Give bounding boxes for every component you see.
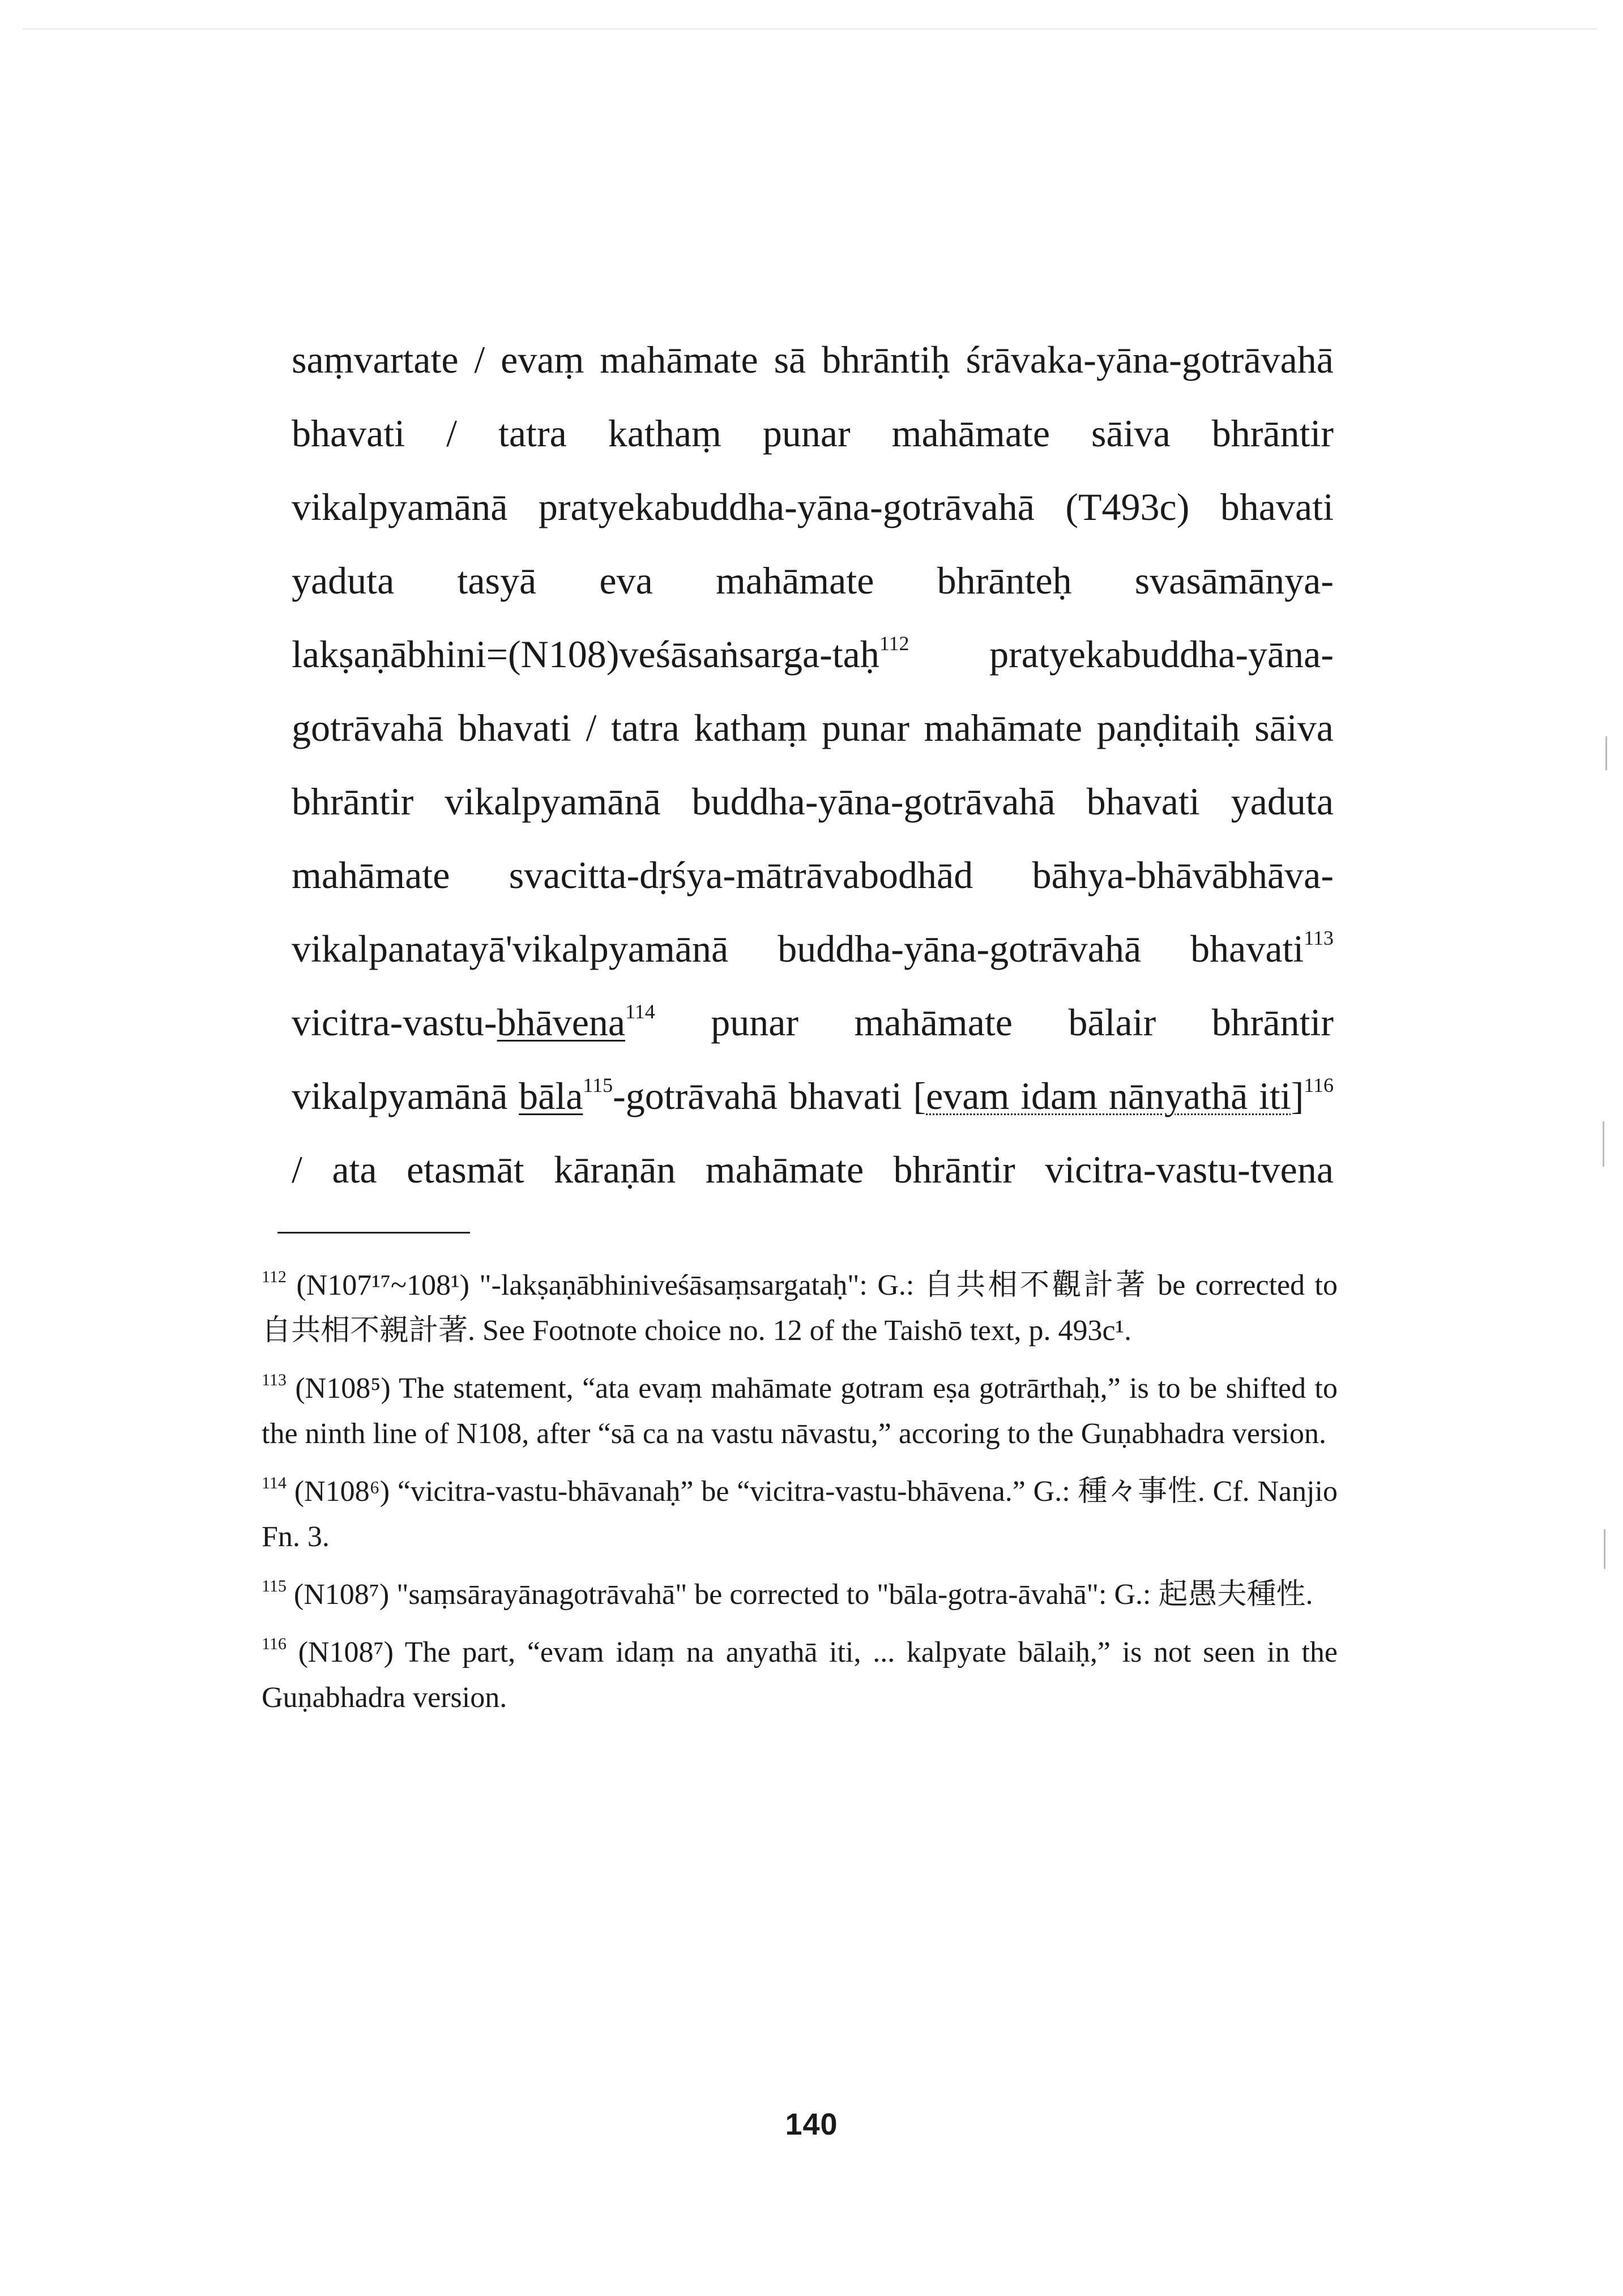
main-text-line — [292, 617, 1334, 691]
text-segment: -gotrāvahā bhavati [ — [613, 1074, 926, 1117]
text-segment: lakṣaṇābhini=(N108)veśāsaṅsarga-taḥ — [292, 633, 879, 676]
footnote-text: (N108⁷) The part, “evam idaṃ na anyathā iti, ... kalpyate bālaiḥ,” is not seen in the Guṇabhadra version. — [262, 1636, 1338, 1714]
text-segment: vikalpanatayā'vikalpyamānā buddha-yāna-gotrāvahā bhavati — [292, 927, 1304, 970]
text-segment: gotrāvahā bhavati / tatra kathaṃ punar mahāmate paṇḍitaiḥ sāiva — [292, 706, 1334, 749]
scan-edge-mark — [1605, 736, 1607, 770]
main-text-line — [292, 985, 1334, 1059]
text-segment: pratyekabuddha-yāna- — [909, 633, 1334, 676]
scan-edge-mark — [23, 28, 1597, 29]
footnotes-block — [262, 1263, 1338, 1733]
text-segment: bhrāntir vikalpyamānā buddha-yāna-gotrāvahā bhavati yaduta — [292, 780, 1334, 823]
underlined-word: bhāvena — [497, 1001, 626, 1044]
footnote-separator-rule — [277, 1232, 470, 1234]
footnote-number: 114 — [262, 1473, 287, 1492]
text-segment: punar mahāmate bālair bhrāntir — [655, 1001, 1334, 1044]
footnote-text: (N108⁷) "saṃsārayānagotrāvahā" be corrected to "bāla-gotra-āvahā": G.: 起愚夫種性. — [293, 1578, 1313, 1611]
text-segment: vicitra-vastu- — [292, 1001, 497, 1044]
footnote-number: 113 — [262, 1370, 287, 1389]
footnote-marker: 114 — [625, 1000, 655, 1023]
main-text-line — [292, 396, 1334, 470]
main-text-line — [292, 1059, 1334, 1133]
footnote-marker: 112 — [879, 632, 909, 655]
main-text-line — [292, 1133, 1334, 1206]
text-segment: vikalpyamānā pratyekabuddha-yāna-gotrāvahā (T493c) bhavati — [292, 485, 1334, 528]
text-segment: vikalpyamānā — [292, 1074, 519, 1117]
page-number: 140 — [785, 2107, 838, 2141]
main-text-line — [292, 765, 1334, 838]
footnote-number: 116 — [262, 1634, 287, 1653]
scan-edge-mark — [1604, 1529, 1605, 1569]
main-text-line — [292, 323, 1334, 396]
main-text-line — [292, 691, 1334, 765]
footnote-text: (N108⁶) “vicitra-vastu-bhāvanaḥ” be “vicitra-vastu-bhāvena.” G.: 種々事性. Cf. Nanjio Fn. 3. — [262, 1475, 1338, 1553]
text-segment: ] — [1291, 1074, 1304, 1117]
footnote-115 — [262, 1572, 1338, 1618]
footnote-text: (N107¹⁷~108¹) "-lakṣaṇābhiniveśāsaṃsargataḥ": G.: 自共相不觀計著 be corrected to 自共相不親計著. See Footnote choice no. 12 of the Taishō text, p. 493c¹. — [262, 1269, 1338, 1347]
main-text-line — [292, 838, 1334, 912]
text-segment: bhavati / tatra kathaṃ punar mahāmate sāiva bhrāntir — [292, 412, 1334, 455]
footnote-114 — [262, 1469, 1338, 1560]
main-text-line — [292, 912, 1334, 985]
footnote-marker: 116 — [1304, 1074, 1334, 1097]
footnote-text: (N108⁵) The statement, “ata evaṃ mahāmate gotram eṣa gotrārthaḥ,” is to be shifted to the ninth line of N108, after “sā ca na vastu nāvastu,” accoring to the Guṇabhadra version. — [262, 1372, 1338, 1450]
text-segment: mahāmate svacitta-dṛśya-mātrāvabodhād bāhya-bhāvābhāva- — [292, 853, 1334, 897]
main-text-line — [292, 544, 1334, 617]
footnote-number: 115 — [262, 1576, 287, 1595]
main-text-block — [292, 323, 1334, 1206]
footnote-112 — [262, 1263, 1338, 1354]
text-segment: yaduta tasyā eva mahāmate bhrānteḥ svasāmānya- — [292, 559, 1334, 602]
footnote-number: 112 — [262, 1267, 287, 1286]
scan-edge-mark — [1603, 1121, 1604, 1167]
text-segment: saṃvartate / evaṃ mahāmate sā bhrāntiḥ śrāvaka-yāna-gotrāvahā — [292, 338, 1334, 381]
footnote-116 — [262, 1630, 1338, 1721]
dotted-underlined-phrase: evam idam nānyathā iti — [926, 1074, 1291, 1117]
text-segment: / ata etasmāt kāraṇān mahāmate bhrāntir vicitra-vastu-tvena — [292, 1148, 1334, 1191]
footnote-marker: 115 — [583, 1074, 613, 1097]
footnote-113 — [262, 1366, 1338, 1457]
main-text-line — [292, 470, 1334, 544]
footnote-marker: 113 — [1304, 927, 1334, 950]
underlined-word: bāla — [519, 1074, 583, 1117]
